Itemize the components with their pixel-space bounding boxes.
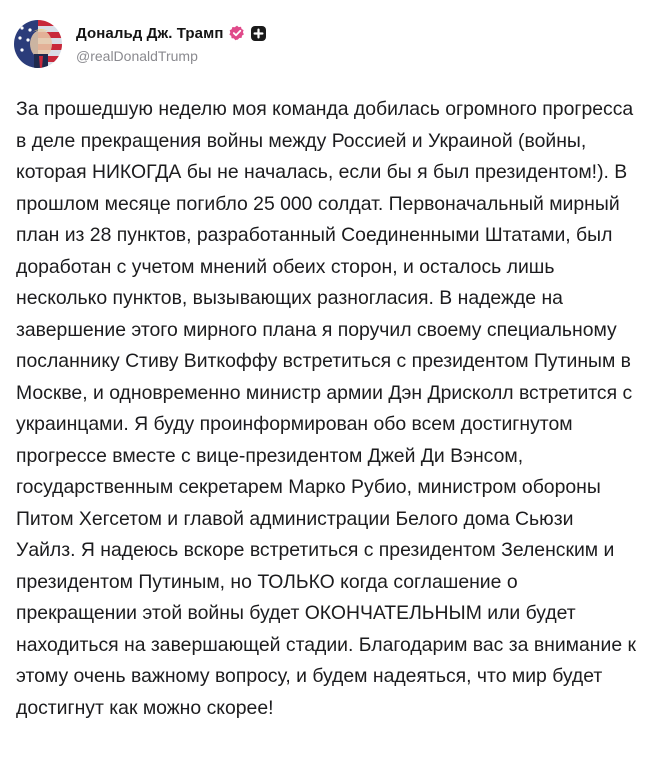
avatar[interactable] xyxy=(14,20,62,68)
post-text: За прошедшую неделю моя команда добилась огромного прогресса в деле прекращения войны между Россией и Украиной (войны, которая НИКОГДА бы не началась, если бы я был президентом!). В прошлом месяце погибло 25 000 солдат. Первоначальный мирный план из 28 пунктов, разработанный Соединенными Штатами, был доработан с учетом мнений обеих сторон, и осталось лишь несколько пунктов, вызывающих разногласия. В надежде на завершение этого мирного плана я поручил своему специальному посланнику Стиву Виткоффу встретиться с президентом Путиным в Москве, и одновременно министр армии Дэн Дрисколл встретится с украинцами. Я буду проинформирован обо всем достигнутом прогрессе вместе с вице-президентом Джей Ди Вэнсом, государственным секретарем Марко Рубио, министром обороны Питом Хегсетом и главой администрации Белого дома Сьюзи Уайлз. Я надеюсь вскоре встретиться с президентом Зеленским и президентом Путиным, но ТОЛЬКО когда соглашение о прекращении этой войны будет ОКОНЧАТЕЛЬНЫМ или будет находиться на завершающей стадии. Благодарим вас за внимание к этому очень важному вопросу, и будем надеяться, что мир будет достигнут как можно скорее! xyxy=(16,98,636,719)
avatar-image xyxy=(14,20,62,68)
author-info xyxy=(76,22,266,66)
post-header xyxy=(14,18,266,70)
name-row xyxy=(76,22,266,44)
handle[interactable]: @realDonaldTrump xyxy=(76,48,198,64)
verified-check-icon xyxy=(229,25,245,41)
plus-badge-icon xyxy=(251,26,266,41)
display-name[interactable]: Дональд Дж. Трамп xyxy=(76,24,224,42)
